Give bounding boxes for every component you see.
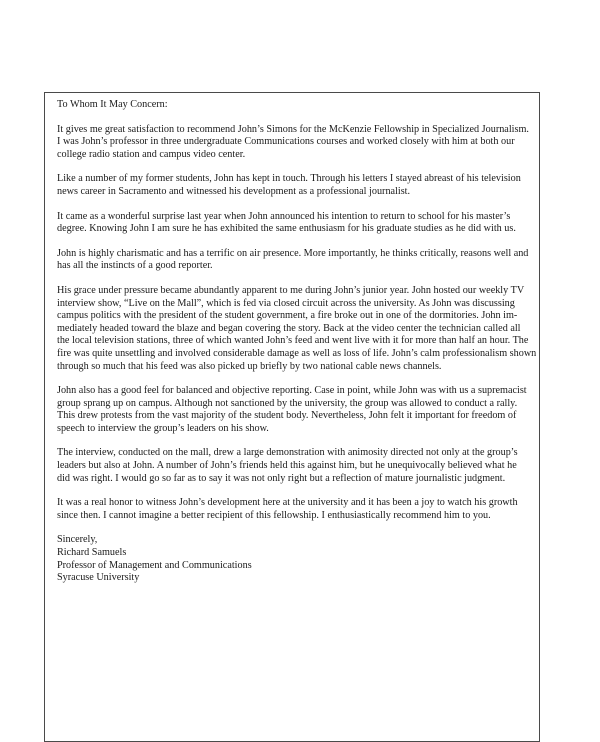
paragraph-line: group sprang up on campus. Although not sanctioned by the university, the group was allowed to conduct a rally. [57, 397, 518, 409]
letter-body [57, 123, 537, 523]
paragraph-line: Like a number of my former students, John has kept in touch. Through his letters I stayed abreast of his television [57, 173, 521, 185]
paragraph-line: leaders but also at John. A number of John’s friends held this against him, but he unequivocally believed what he [57, 460, 517, 472]
paragraph-line: college radio station and campus video center. [57, 148, 246, 160]
paragraph-line: The interview, conducted on the mall, drew a large demonstration with animosity directed not only at the group’s [57, 447, 518, 459]
paragraph-line: campus politics with the president of the student government, a fire broke out in one of the dormitories. John im- [57, 310, 518, 322]
paragraph-line: degree. Knowing John I am sure he has exhibited the same enthusiasm for his graduate studies as he did with us. [57, 223, 516, 235]
paragraph-line: through so much that his feed was also picked up briefly by two national cable news channels. [57, 360, 442, 372]
letter-paragraph [57, 447, 533, 485]
letter-paragraph [57, 284, 537, 373]
signer-organization: Syracuse University [57, 572, 140, 584]
letter-paragraph [57, 248, 533, 273]
paragraph-line: did was right. I would go so far as to say it was not only right but a reflection of mature journalistic judgment. [57, 472, 506, 484]
paragraph-line: John also has a good feel for balanced and objective reporting. Case in point, while John was with us a supremacist [57, 385, 527, 397]
paragraph-line: speech to interview the group’s leaders on his show. [57, 422, 269, 434]
paragraph-line: This drew protests from the vast majority of the student body. Nevertheless, John felt it important for freedom of [57, 410, 517, 422]
paragraph-line: It was a real honor to witness John’s development here at the university and it has been a joy to watch his growth [57, 497, 518, 509]
closing: Sincerely, [57, 534, 98, 546]
letter-paragraph [57, 497, 533, 522]
paragraph-line: John is highly charismatic and has a terrific on air presence. More importantly, he thinks critically, reasons well and [57, 247, 529, 259]
letter-paragraph [57, 385, 533, 435]
paragraph-line: His grace under pressure became abundantly apparent to me during John’s junior year. John hosted our weekly TV [57, 284, 525, 296]
letter-paragraph [57, 211, 533, 236]
paragraph-line: interview show, “Live on the Mall”, which is fed via closed circuit across the university. As John was discussing [57, 297, 515, 309]
signer-name: Richard Samuels [57, 547, 127, 559]
recommendation-letter [57, 99, 537, 585]
paragraph-line: I was John’s professor in three undergraduate Communications courses and worked closely with him at both our [57, 136, 515, 148]
paragraph-line: fire was quite unsettling and involved considerable damage as well as loss of life. John’s calm professionalism shown [57, 347, 537, 359]
paragraph-line: news career in Sacramento and witnessed his development as a professional journalist. [57, 185, 411, 197]
paragraph-line: since then. I cannot imagine a better recipient of this fellowship. I enthusiastically recommend him to you. [57, 509, 491, 521]
letter-paragraph [57, 124, 533, 162]
paragraph-line: the local television stations, three of which wanted John’s feed and went live with it for more than half an hour. The [57, 335, 529, 347]
paragraph-line: It gives me great satisfaction to recommend John’s Simons for the McKenzie Fellowship in Specialized Journalism. [57, 123, 529, 135]
signature-block [57, 534, 533, 584]
paragraph-line: has all the instincts of a good reporter. [57, 260, 213, 272]
signer-title: Professor of Management and Communications [57, 559, 252, 571]
letter-paragraph [57, 173, 533, 198]
paragraph-line: mediately headed toward the blaze and began covering the story. Back at the video center the technician called all [57, 322, 521, 334]
salutation: To Whom It May Concern: [57, 99, 168, 110]
paragraph-line: It came as a wonderful surprise last year when John announced his intention to return to school for his master’s [57, 210, 511, 222]
